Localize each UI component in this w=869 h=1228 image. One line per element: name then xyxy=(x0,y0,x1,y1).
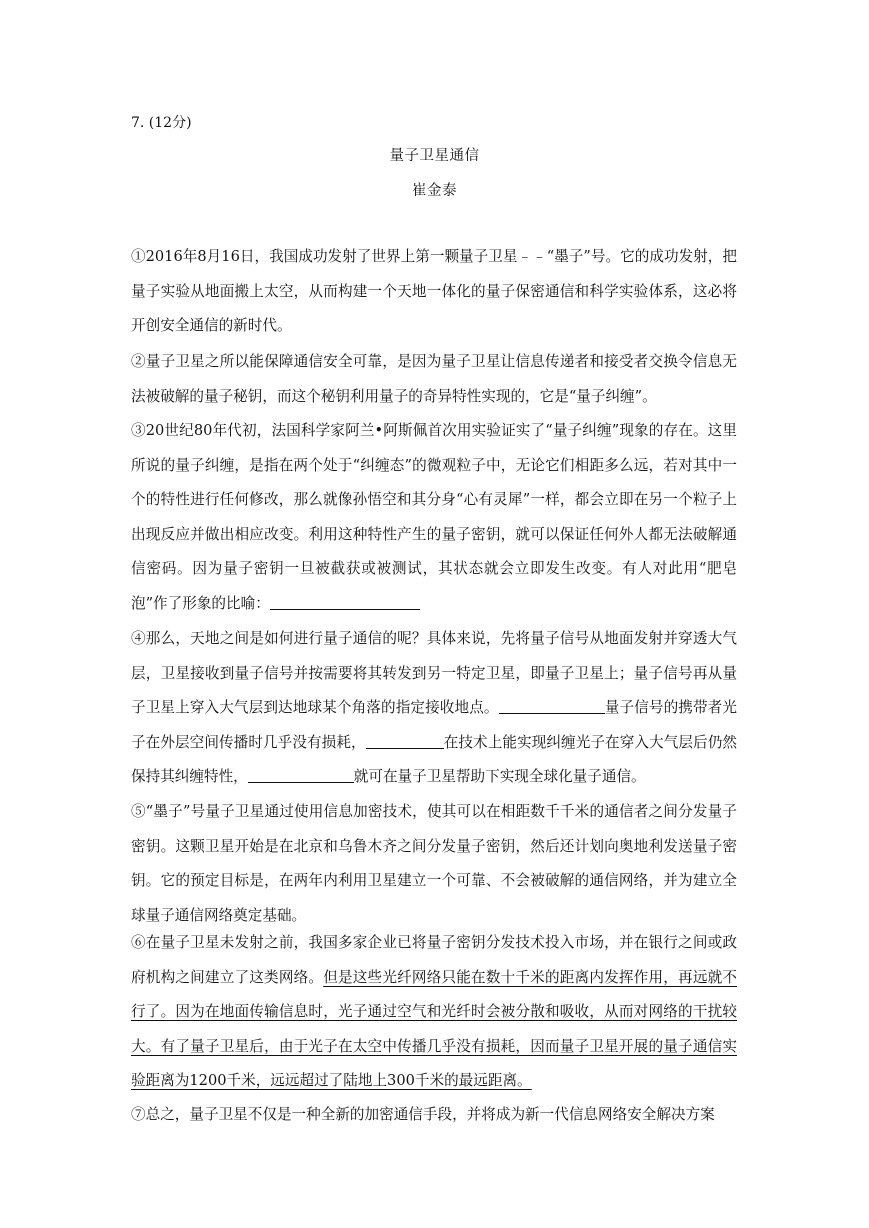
paragraph-3-text: ③20世纪80年代初，法国科学家阿兰•阿斯佩首次用实验证实了“量子纠缠”现象的存在。这里所说的量子纠缠，是指在两个处于“纠缠态”的微观粒子中，无论它们相距多么远，若对其中一个的特性进行任何修改，那么就像孙悟空和其分身“心有灵犀”一样，都会立即在另一个粒子上出现反应并做出相应改变。利用这种特性产生的量子密钥，就可以保证任何外人都无法破解通信密码。因为量子密钥一旦被截获或被测试，其状态就会立即发生改变。有人对此用“肥皂泡”作了形象的比喻： xyxy=(131,422,737,612)
paragraph-2 xyxy=(131,345,737,414)
paragraph-3 xyxy=(131,414,737,622)
paragraph-1-text: ①2016年8月16日，我国成功发射了世界上第一颗量子卫星﹣﹣“墨子”号。它的成功发射，把量子实验从地面搬上太空，从而构建一个天地一体化的量子保密通信和科学实验体系，这必将开创安全通信的新时代。 xyxy=(131,248,737,335)
article-author: 崔金泰 xyxy=(412,183,457,199)
answer-blank-4[interactable] xyxy=(248,767,354,783)
paragraph-4-text-d: 就可在量子卫星帮助下实现全球化量子通信。 xyxy=(353,768,646,786)
paragraph-2-text: ②量子卫星之所以能保障通信安全可靠，是因为量子卫星让信息传递者和接受者交换令信息无法被破解的量子秘钥，而这个秘钥利用量子的奇异特性实现的，它是“量子纠缠”。 xyxy=(131,353,737,405)
answer-blank-3[interactable] xyxy=(366,733,444,749)
paragraph-4-text-c: 在技术上能实现纠缠光子在穿入大气层后仍然保持其纠缠特性， xyxy=(131,733,737,786)
paragraph-6 xyxy=(131,926,737,1099)
answer-blank-1[interactable] xyxy=(270,594,420,610)
paragraph-6-text-a: ⑥在量子卫星未发射之前，我国多家企业已将量子密钥分发技术投入市场，并在银行之间或政府机构之间建立了这类网络。 xyxy=(131,934,737,986)
question-number: 7. (12分) xyxy=(131,115,192,131)
paragraph-6-underlined-text: 但是这些光纤网络只能在数十千米的距离内发挥作用，再远就不行了。因为在地面传输信息时，光子通过空气和光纤时会被分散和吸收，从而对网络的干扰较大。有了量子卫星后，由于光子在太空中传播几乎没有损耗，因而量子卫星开展的量子通信实验距离为1200千米，远远超过了陆地上300千米的最远距离。 xyxy=(131,968,737,1090)
paragraph-7 xyxy=(131,1098,737,1133)
paragraph-4-text-b: 量子信号的携带者光子在外层空间传播时几乎没有损耗， xyxy=(131,699,737,751)
paragraph-4-text-a: ④那么，天地之间是如何进行量子通信的呢？具体来说，先将量子信号从地面发射并穿透大气层，卫星接收到量子信号并按需要将其转发到另一特定卫星，即量子卫星上；量子信号再从量子卫星上穿入大气层到达地球某个角落的指定接收地点。 xyxy=(131,630,737,717)
paragraph-4 xyxy=(131,622,737,795)
paragraph-5-text: ⑤“墨子”号量子卫星通过使用信息加密技术，使其可以在相距数千千米的通信者之间分发量子密钥。这颗卫星开始是在北京和乌鲁木齐之间分发量子密钥，然后还计划向奥地利发送量子密钥。它的预定目标是，在两年内利用卫星建立一个可靠、不会被破解的通信网络，并为建立全球量子通信网络奠定基础。 xyxy=(131,803,737,924)
paragraph-5 xyxy=(131,795,737,933)
paragraph-7-text: ⑦总之，量子卫星不仅是一种全新的加密通信手段，并将成为新一代信息网络安全解决方案 xyxy=(131,1106,715,1123)
answer-blank-2[interactable] xyxy=(499,698,605,714)
paragraph-1 xyxy=(131,240,737,344)
article-title: 量子卫星通信 xyxy=(389,148,480,164)
